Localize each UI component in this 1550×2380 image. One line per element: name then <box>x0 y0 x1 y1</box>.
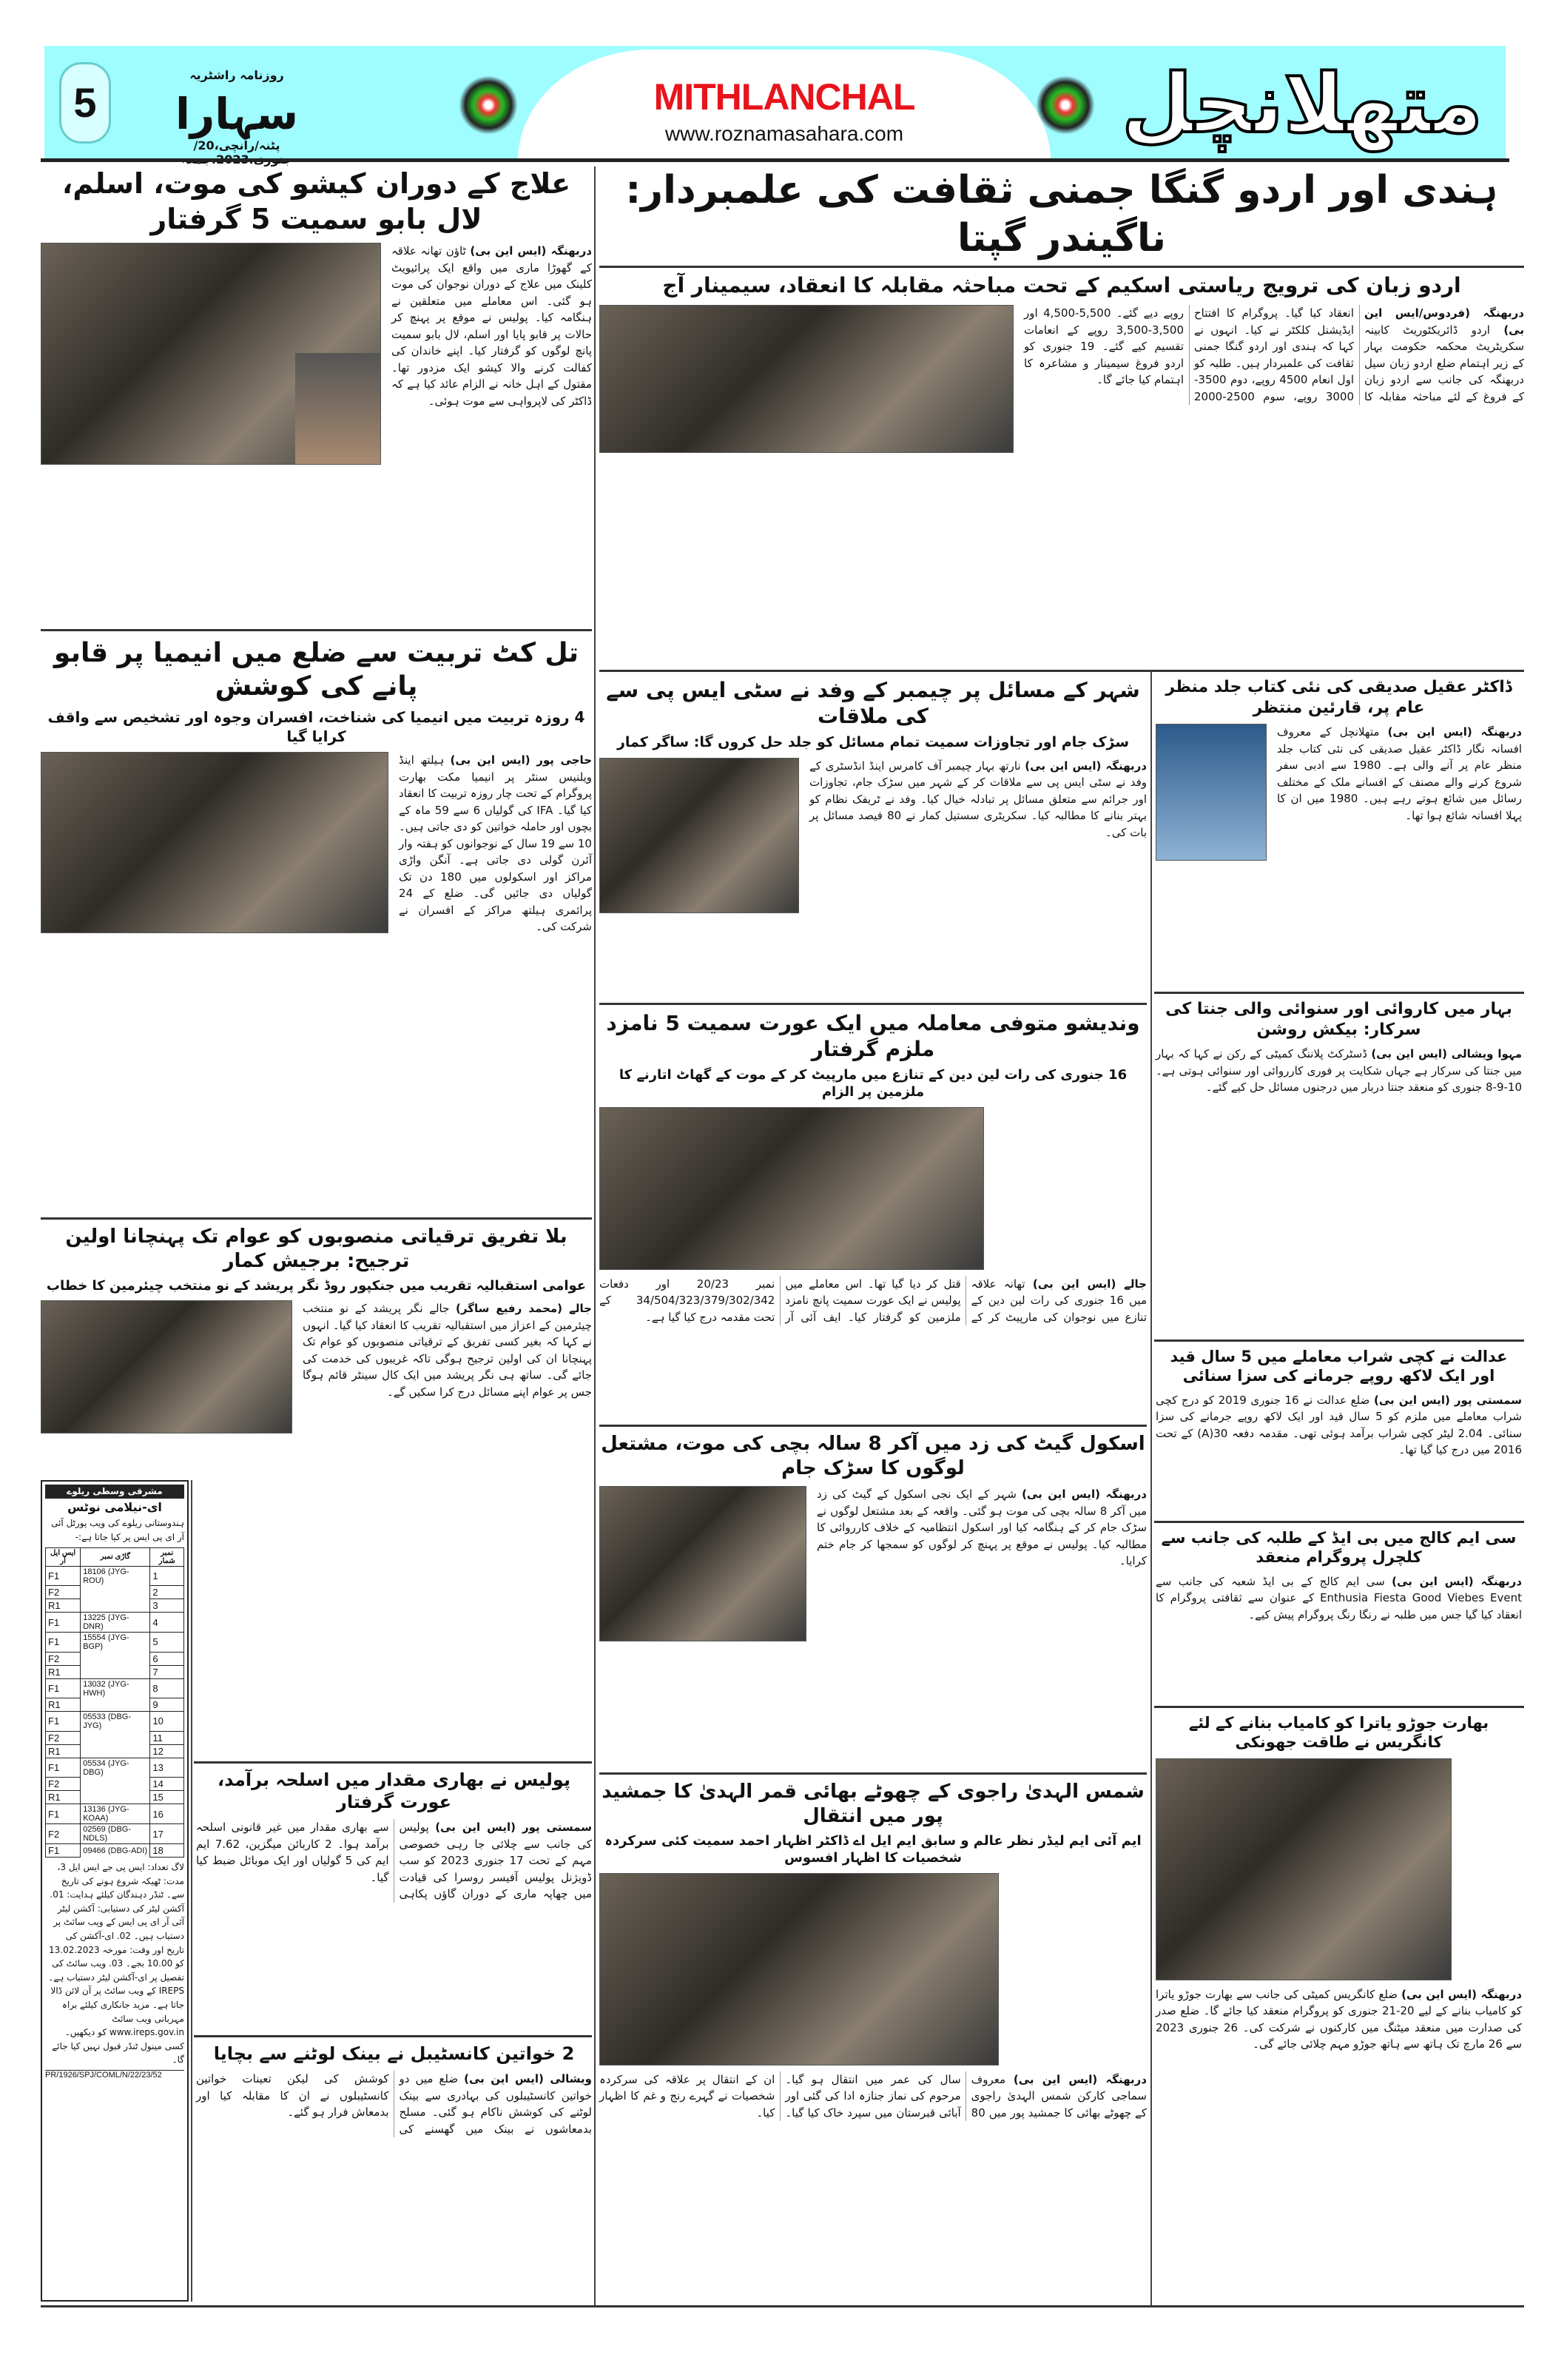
headline: 2 خواتین کانسٹیبل نے بینک لوٹنے سے بچایا <box>213 2043 575 2064</box>
table-cell: F2 <box>46 1778 81 1791</box>
hospital-protest-photo <box>41 243 381 465</box>
dateline: دربھنگہ (ایس این بی) <box>1392 1574 1522 1588</box>
masthead <box>44 46 1506 158</box>
story-court <box>1156 1347 1522 1459</box>
story-bank <box>196 2043 592 2137</box>
table-cell: 15554 (JYG-BGP) <box>81 1633 150 1653</box>
table-row <box>46 1599 184 1613</box>
article-text: ضلع میں دو خواتین کانسٹیبلوں کی بہادری سے بینک لوٹنے کی کوشش ناکام ہو گئی۔ مسلح بدمعاشوں نے بینک میں گھسنے کی کوشش کی لیکن تعینات خواتین کانسٹیبلوں نے ان کا مقابلہ کیا اور بدمعاش فرار ہو گئے۔ <box>196 2072 592 2136</box>
section-rule <box>599 1772 1147 1775</box>
table-cell <box>81 1586 150 1599</box>
table-row <box>46 1633 184 1653</box>
article-text: جالے نگر پریشد کے نو منتخب چیئرمین کے اعزاز میں استقبالیہ تقریب کا انعقاد کیا گیا۔ انہوں نے کہا کہ بغیر کسی تفریق کے ترقیاتی منصوبوں کو عوام تک پہنچانا ان کی اولین ترجیح ہوگی تاکہ غریبوں کی خدمت کی جائے گی۔ ساتھ ہی نگر پریشد میں ایک کال سینٹر قائم ہوگا جس پر عوام اپنے مسائل درج کرا سکیں گے۔ <box>303 1302 592 1399</box>
table-cell: 02569 (DBG-NDLS) <box>81 1824 150 1844</box>
table-cell: 2 <box>150 1586 184 1599</box>
victim-portrait <box>295 353 380 464</box>
table-row <box>46 1778 184 1791</box>
table-cell <box>81 1731 150 1744</box>
dateline: ویشالی (ایس این بی) <box>464 2072 592 2085</box>
dateline: دربھنگہ (فردوس/ایس این بی) <box>1364 306 1524 337</box>
table-row <box>46 1586 184 1599</box>
subheadline: اردو زبان کی ترویج ریاستی اسکیم کے تحت مباحثہ مقابلہ کا انعقاد، سیمینار آج <box>662 273 1461 298</box>
table-row <box>46 1665 184 1678</box>
dateline: حاجی پور (ایس این بی) <box>450 753 592 767</box>
headline: تل کٹ تربیت سے ضلع میں انیمیا پر قابو پانے کی کوشش <box>53 638 579 702</box>
train-table <box>45 1547 184 1858</box>
headline: اسکول گیٹ کی زد میں آکر 8 سالہ بچی کی موت، مشتعل لوگوں کا سڑک جام <box>601 1433 1145 1479</box>
article-body <box>196 2071 592 2137</box>
story-school-gate <box>599 1432 1147 1641</box>
table-row <box>46 1824 184 1844</box>
lead-story <box>599 167 1524 453</box>
dateline: سمستی پور (ایس این بی) <box>1373 1393 1522 1407</box>
table-cell: 16 <box>150 1804 184 1824</box>
table-header: گاڑی نمبر <box>81 1547 150 1566</box>
article-body <box>809 758 1147 841</box>
table-cell: F1 <box>46 1613 81 1633</box>
table-cell <box>81 1778 150 1791</box>
congress-meeting-photo <box>1156 1758 1452 1980</box>
headline: بہار میں کاروائی اور سنوائی والی جنتا کی سرکار: بیکش روشن <box>1165 1000 1512 1039</box>
table-cell: 17 <box>150 1824 184 1844</box>
ad-label: مشرقی وسطی ریلوے <box>45 1485 184 1499</box>
dateline: سمستی پور (ایس این بی) <box>435 1821 592 1834</box>
section-rule <box>599 1425 1147 1427</box>
article-text: معروف سماجی کارکن شمس الہدیٰ راجوی کے چھوٹے بھائی کا جمشید پور میں 80 سال کی عمر میں انتقال ہو گیا۔ مرحوم کی نماز جنازہ ادا کی گئی اور آبائی قبرستان میں سپرد خاک کیا گیا۔ ان کے انتقال پر علاقہ کی سرکردہ شخصیات نے گہرے رنج و غم کا اظہار کیا۔ <box>599 2072 1147 2120</box>
article-body <box>391 243 592 409</box>
dateline: دربھنگہ (ایس این بی) <box>1013 2072 1147 2086</box>
table-cell: 8 <box>150 1678 184 1698</box>
table-cell <box>81 1599 150 1613</box>
table-cell: 3 <box>150 1599 184 1613</box>
article-body <box>599 1276 1147 1326</box>
article-text: ضلع عدالت نے 16 جنوری 2019 کو درج کچی شراب معاملے میں ملزم کو 5 سال قید اور ایک لاکھ روپے جرمانے کی سزا سنائی۔ 2.04 لیٹر کچی شراب برآمد ہوئی تھی۔ مقدمہ دفعہ 30(A) کے تحت 2016 میں درج کیا گیا تھا۔ <box>1156 1393 1523 1456</box>
headline: شہر کے مسائل پر چیمبر کے وفد نے سٹی ایس پی سے کی ملاقات <box>606 678 1140 728</box>
dateline: دربھنگہ (ایس این بی) <box>1025 759 1147 773</box>
article-text: نارتھ بہار چیمبر آف کامرس اینڈ انڈسٹری کے وفد نے سٹی ایس پی سے ملاقات کر کے شہر میں سڑک جام، تجاوزات اور جرائم سے متعلق مسائل پر تبادلہ خیال کیا۔ وفد نے ٹریفک نظام کو بہتر بنانے کا مطالبہ کیا۔ سکریٹری سستیل کمار نے 80 فیصد مسائل پر بات کی۔ <box>809 759 1148 839</box>
article-text: شہر کے ایک نجی اسکول کے گیٹ کی زد میں آکر 8 سالہ بچی کی موت ہو گئی۔ واقعہ کے بعد مشتعل لوگوں نے سڑک جام کر کے ہنگامہ کیا اور اسکول انتظامیہ کے خلاف کارروائی کا مطالبہ کیا۔ پولیس نے موقع پر پہنچ کر لوگوں کو سمجھا کر جام ختم کرایا۔ <box>817 1488 1148 1567</box>
table-cell <box>81 1791 150 1804</box>
article-body <box>1024 305 1524 405</box>
dateline: دربھنگہ (ایس این بی) <box>1401 1987 1522 2001</box>
dateline: دربھنگہ (ایس این بی) <box>470 244 592 258</box>
article-text: پولیس کی جانب سے چلائی جا رہی خصوصی مہم کے تحت 17 جنوری 2023 کو سب ڈویژنل پولیس آفیسر روسرا کی قیادت میں چھاپہ ماری کے دوران گاؤں پکاہی سے بھاری مقدار میں غیر قانونی اسلحہ برآمد ہوا۔ 2 کاربائن میگزین، 7.62 ایم ایم کی 5 گولیاں اور ایک موبائل ضبط کیا گیا۔ <box>196 1821 592 1900</box>
table-cell: 1 <box>150 1566 184 1586</box>
story-projects <box>41 1225 592 1433</box>
column-divider <box>594 167 596 2305</box>
table-cell: 13136 (JYG-KOAA) <box>81 1804 150 1824</box>
headline: شمس الہدیٰ راجوی کے چھوٹے بھائی قمر الہدیٰ کا جمشید پور میں انتقال <box>602 1781 1145 1827</box>
story-arrest <box>41 167 592 465</box>
book-cover-image <box>1156 724 1267 861</box>
table-cell: F1 <box>46 1758 81 1778</box>
ad-reference: PR/1926/SPJ/COML/N/22/23/52 <box>45 2070 184 2080</box>
page-number: 5 <box>59 62 111 144</box>
subheadline: 16 جنوری کی رات لین دین کے تنازع میں مارپیٹ کر کے موت کے گھاٹ اتارنے کا ملزمین پر الزام <box>619 1067 1128 1100</box>
paper-logo: سہارا <box>175 89 299 139</box>
article-text: متھلانچل کے معروف افسانہ نگار ڈاکٹر عقیل صدیقی کی نئی کتاب جلد منظر عام پر آنے والی ہے۔ 1980 سے ادبی سفر شروع کرنے والے مصنف کے افسانے ملک کے مختلف رسائل میں شائع ہوتے رہے ہیں۔ 1980 میں ان کا پہلا افسانہ شائع ہوا تھا۔ <box>1277 725 1522 822</box>
headline: پولیس نے بھاری مقدار میں اسلحہ برآمد، عورت گرفتار <box>218 1769 570 1812</box>
article-text: ہیلتھ اینڈ ویلنیس سنٹر پر انیمیا مکت بھارت پروگرام کے تحت چار روزہ تربیت کا انعقاد کیا گیا۔ IFA کی گولیاں 6 سے 59 ماہ کے بچوں اور حاملہ خواتین کو دی جاتی ہیں۔ 10 سے 19 سال کے نوجوانوں کو ہفتہ وار آئرن گولی دی جاتی ہے۔ آنگن واڑی مراکز اور اسکولوں میں 180 دن تک گولیاں دی جائیں گی۔ ضلع کے 24 پرائمری ہیلتھ مراکز کے افسران نے شرکت کی۔ <box>399 753 592 933</box>
ad-footer-text: لاگ تعداد: ایس پی جے ایس ایل 3، مدت: ٹھیکہ شروع ہونے کی تاریخ سے۔ ٹنڈر دہندگان کیلئے ہدایت: 01. آکشن لیٹر کی دستیابی: آکشن لیٹر آئی آر ای پی ایس کے ویب سائٹ پر دستیاب ہیں۔ 02. ای-آکشن کی تاریخ اور وقت: مورخہ 13.02.2023 کو 10.00 بجے۔ 03. ویب سائٹ کی تفصیل پر ای-آکشن لیٹر دستیاب ہے۔ IREPS کے ویب سائٹ پر آن لائن ڈالا جاتا ہے۔ مزید جانکاری کیلئے براہ مہربانی ویب سائٹ www.ireps.gov.in کو دیکھیں۔ کسی مینول ٹنڈر قبول نہیں کیا جائے گا۔ <box>48 1862 184 2065</box>
headline: ڈاکٹر عقیل صدیقی کی نئی کتاب جلد منظر عام پر، قارئین منتظر <box>1165 678 1512 717</box>
table-cell: 09466 (DBG-ADI) <box>81 1844 150 1858</box>
ad-title: ای-نیلامی نوٹس <box>67 1499 162 1514</box>
article-body <box>399 752 592 935</box>
table-cell: F2 <box>46 1586 81 1599</box>
column-divider <box>1150 670 1152 2305</box>
article-text: ضلع کانگریس کمیٹی کی جانب سے بھارت جوڑو یاترا کو کامیاب بنانے کے لیے 20-21 جنوری کو پروگرام منعقد کیا جائے گا۔ ضلع صدر کی صدارت میں منعقد میٹنگ میں کارکنوں نے شرکت کی۔ 26 جنوری 2023 سے 26 مارچ تک ہاتھ سے ہاتھ جوڑو مہم چلائی جائے گی۔ <box>1156 1987 1523 2051</box>
section-rule <box>599 670 1524 672</box>
headline: سی ایم کالج میں بی ایڈ کے طلبہ کی جانب سے کلچرل پروگرام منعقد <box>1161 1529 1517 1567</box>
section-title-en: MITHLANCHAL <box>653 76 915 118</box>
table-row <box>46 1698 184 1712</box>
story-college <box>1156 1528 1522 1623</box>
table-cell: 13032 (JYG-HWH) <box>81 1678 150 1698</box>
dateline: دربھنگہ (ایس این بی) <box>1387 725 1522 739</box>
table-row <box>46 1712 184 1732</box>
funeral-photo <box>599 1873 999 2065</box>
headline: بھارت جوڑو یاترا کو کامیاب بنانے کے لئے کانگریس نے طاقت جھونکی <box>1188 1714 1489 1752</box>
table-cell: 7 <box>150 1665 184 1678</box>
headline: وندیشو متوفی معاملہ میں ایک عورت سمیت 5 نامزد ملزم گرفتار <box>606 1011 1140 1061</box>
table-cell: R1 <box>46 1665 81 1678</box>
section-rule <box>1154 992 1524 994</box>
table-cell: F2 <box>46 1652 81 1665</box>
table-cell: F1 <box>46 1678 81 1698</box>
table-header: ایس ایل آر <box>46 1547 81 1566</box>
story-obituary <box>599 1780 1147 2121</box>
table-cell: F1 <box>46 1712 81 1732</box>
article-body <box>1156 1046 1522 1096</box>
table-row <box>46 1791 184 1804</box>
headline: بلا تفریق ترقیاتی منصوبوں کو عوام تک پہنچانا اولین ترجیح: برجیش کمار <box>65 1226 567 1272</box>
subheadline: 4 روزہ تربیت میں انیمیا کی شناخت، افسران وجوہ اور تشخیص سے واقف کرایا گیا <box>47 708 585 745</box>
table-cell: 9 <box>150 1698 184 1712</box>
table-cell <box>81 1698 150 1712</box>
section-rule <box>194 1761 592 1764</box>
story-bharat-jodo <box>1156 1713 1522 2053</box>
table-row <box>46 1566 184 1586</box>
article-text: سی ایم کالج کے بی ایڈ شعبہ کی جانب سے Enthusia Fiesta Good Viebes Event کے عنوان سے ثقافتی پروگرام کا انعقاد کیا گیا جس میں طلبہ نے رنگا رنگ پروگرام پیش کیے۔ <box>1156 1574 1522 1621</box>
section-rule <box>1154 1706 1524 1708</box>
section-rule <box>1154 1521 1524 1523</box>
table-cell: F1 <box>46 1566 81 1586</box>
section-rule <box>41 1217 592 1220</box>
table-cell: R1 <box>46 1744 81 1758</box>
table-cell: 5 <box>150 1633 184 1653</box>
dateline: جالے (محمد رفیع ساگر) <box>456 1302 592 1316</box>
section-rule <box>599 1003 1147 1005</box>
section-rule <box>194 2035 592 2037</box>
table-cell: F1 <box>46 1633 81 1653</box>
table-cell: 18 <box>150 1844 184 1858</box>
header-rule <box>41 158 1509 162</box>
accused-photo <box>599 1107 984 1270</box>
column-divider <box>191 1480 192 2302</box>
website-link[interactable]: www.roznamasahara.com <box>664 122 904 145</box>
table-cell: 18106 (JYG-ROU) <box>81 1566 150 1586</box>
table-header: نمبر شمار <box>150 1547 184 1566</box>
table-cell: 05533 (DBG-JYG) <box>81 1712 150 1732</box>
road-block-photo <box>599 1486 806 1641</box>
article-text: اردو ڈائریکٹوریٹ کابینہ سکریٹریٹ محکمہ حکومت بہار کے زیر اہتمام ضلع اردو زبان سیل دربھنگہ کی جانب سے اردو زبان کے فروغ کے لئے مباحثہ مقابلہ کا انعقاد کیا گیا۔ پروگرام کا افتتاح ایڈیشنل کلکٹر نے کیا۔ انہوں نے کہا کہ ہندی اور اردو گنگا جمنی ثقافت کی علمبردار ہیں۔ طلبہ کو اول انعام 4500 روپے، دوم 3500-3000 روپے، سوم 2500-2000 روپے دیے گئے۔ 5,500-4,500 اور 3,500-3,500 روپے کے انعامات تقسیم کیے گئے۔ 19 جنوری کو اردو فروغ سیمینار و مشاعرہ کا اہتمام کیا جائے گا۔ <box>1024 306 1524 403</box>
article-text: تھانہ علاقہ میں 16 جنوری کی رات لین دین کے تنازع میں نوجوان کی مارپیٹ کر کے قتل کر دیا گیا تھا۔ اس معاملے میں پولیس نے ایک عورت سمیت پانچ نامزد ملزمین کو گرفتار کیا۔ ایف آئی آر نمبر 20/23 اور دفعات 34/504/323/379/302/342 کے تحت مقدمہ درج کیا گیا ہے۔ <box>599 1277 1147 1324</box>
article-body <box>303 1300 592 1400</box>
table-cell: 15 <box>150 1791 184 1804</box>
dateline: جالے (ایس این بی) <box>1032 1277 1147 1291</box>
story-book <box>1156 677 1522 861</box>
seminar-photo <box>599 305 1014 453</box>
table-row <box>46 1678 184 1698</box>
table-row <box>46 1731 184 1744</box>
footer-rule <box>41 2305 1524 2307</box>
table-cell: 12 <box>150 1744 184 1758</box>
article-body <box>196 1819 592 1903</box>
table-cell: 4 <box>150 1613 184 1633</box>
emblem-icon <box>459 75 518 135</box>
training-photo <box>41 752 388 933</box>
table-cell: 10 <box>150 1712 184 1732</box>
emblem-icon <box>1036 75 1095 135</box>
article-body <box>1277 724 1522 824</box>
section-rule <box>1154 1339 1524 1342</box>
table-row <box>46 1613 184 1633</box>
article-text: ٹاؤن تھانہ علاقہ کے گھوڑا ماری میں واقع ایک پرائیویٹ کلینک میں علاج کے دوران نوجوان کی موت ہو گئی۔ اس معاملے میں متعلقین نے ہنگامہ کیا۔ پولیس نے موقع پر پہنچ کر حالات پر قابو پایا اور اسلم، لال بابو سمیت پانچ لوگوں کو گرفتار کیا۔ اپنے خاندان کی کفالت کرنے والا کیشو ایک مزدور تھا۔ مقتول کے اہل خانہ نے الزام عائد کیا ہے کہ ڈاکٹر کی لاپرواہی سے موت ہوئی۔ <box>391 244 592 408</box>
meeting-photo <box>599 758 799 913</box>
table-cell <box>81 1652 150 1665</box>
table-row <box>46 1804 184 1824</box>
article-body <box>1156 1573 1522 1624</box>
table-cell: 05534 (JYG-DBG) <box>81 1758 150 1778</box>
story-sp-meeting <box>599 677 1147 913</box>
article-text: ڈسٹرکٹ پلاننگ کمیٹی کے رکن نے کہا کہ بہار میں جنتا کی سرکار ہے جہاں شکایت پر فوری کارروائی اور سنوائی ہوتی ہے۔ 10-9-8 جنوری کو منعقد جنتا دربار میں درجنوں مسائل حل کیے گئے۔ <box>1156 1047 1522 1094</box>
reception-photo <box>41 1300 292 1433</box>
section-rule <box>41 629 592 631</box>
railway-e-auction-ad <box>41 1480 189 2302</box>
headline: علاج کے دوران کیشو کی موت، اسلم، لال بابو سمیت 5 گرفتار <box>61 167 571 235</box>
table-cell: 11 <box>150 1731 184 1744</box>
subheadline: سڑک جام اور تجاوزات سمیت تمام مسائل کو جلد حل کروں گا: ساگر کمار <box>616 734 1130 750</box>
ad-intro: ہندوستانی ریلوے کی ویب پورٹل آئی آر ای پی ایس پر کیا جاتا ہے:- <box>51 1518 184 1542</box>
dateline: دربھنگہ (ایس این بی) <box>1022 1488 1147 1501</box>
article-body <box>817 1486 1147 1570</box>
paper-subtitle: روزنامہ راشٹریہ <box>189 68 284 82</box>
story-vandyashu <box>599 1010 1147 1325</box>
table-cell: F2 <box>46 1731 81 1744</box>
story-anemia <box>41 636 592 935</box>
table-cell: 6 <box>150 1652 184 1665</box>
subheadline: عوامی استقبالیہ تقریب میں جنکپور روڈ نگر پریشد کے نو منتخب چیئرمین کا خطاب <box>46 1278 587 1294</box>
table-cell <box>81 1744 150 1758</box>
table-row <box>46 1744 184 1758</box>
section-title-ur: متھلانچل <box>1122 56 1483 151</box>
table-cell: F1 <box>46 1844 81 1858</box>
article-body <box>1156 1986 1522 2053</box>
table-cell: R1 <box>46 1698 81 1712</box>
table-cell: 14 <box>150 1778 184 1791</box>
article-body <box>599 2071 1147 2122</box>
table-cell: F1 <box>46 1804 81 1824</box>
table-row <box>46 1844 184 1858</box>
table-cell: F2 <box>46 1824 81 1844</box>
story-arms <box>196 1769 592 1903</box>
table-cell: 13 <box>150 1758 184 1778</box>
issue-dateline: پٹنہ/رانچی،20/ <box>193 138 280 152</box>
headline: عدالت نے کچی شراب معاملے میں 5 سال قید اور ایک لاکھ روپے جرمانے کی سزا سنائی <box>1170 1348 1508 1385</box>
table-cell: 13225 (JYG-DNR) <box>81 1613 150 1633</box>
table-row <box>46 1652 184 1665</box>
table-cell: R1 <box>46 1791 81 1804</box>
article-body <box>1156 1392 1522 1459</box>
table-cell <box>81 1665 150 1678</box>
table-cell: R1 <box>46 1599 81 1613</box>
dateline: مہوا ویشالی (ایس این بی) <box>1371 1047 1522 1060</box>
story-roshan <box>1156 999 1522 1096</box>
subheadline: ایم آئی ایم لیڈر نظر عالم و سابق ایم ایل اے ڈاکٹر اظہار احمد سمیت کئی سرکردہ شخصیات کا اظہار افسوس <box>604 1833 1142 1866</box>
table-row <box>46 1758 184 1778</box>
headline: ہندی اور اردو گنگا جمنی ثقافت کی علمبردار: ناگیندر گپتا <box>625 168 1498 260</box>
